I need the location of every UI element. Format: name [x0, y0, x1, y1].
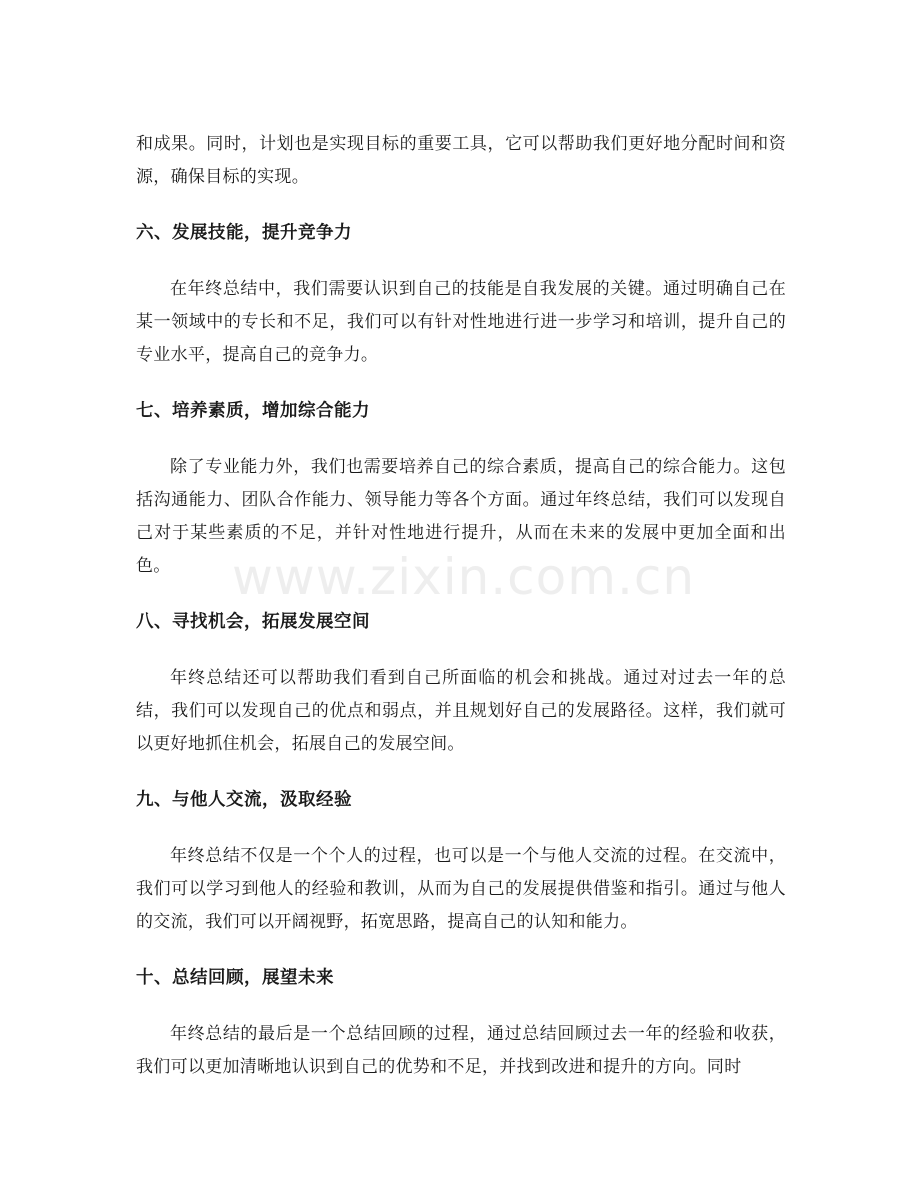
section-heading-9: 九、与他人交流，汲取经验 [136, 790, 352, 810]
section-paragraph-6: 在年终总结中，我们需要认识到自己的技能是自我发展的关键。通过明确自己在某一领域中的专长和不足，我们可以有针对性地进行进一步学习和培训，提升自己的专业水平，提高自己的竞争力。 [136, 279, 786, 365]
section-heading-6: 六、发展技能，提升竞争力 [136, 223, 352, 243]
section-heading-7: 七、培养素质，增加综合能力 [136, 401, 370, 421]
intro-paragraph-tail: 和成果。同时，计划也是实现目标的重要工具，它可以帮助我们更好地分配时间和资源，确保目标的实现。 [136, 134, 786, 187]
watermark: www.zixin.com.cn [232, 548, 696, 606]
section-heading-8: 八、寻找机会，拓展发展空间 [136, 612, 370, 632]
section-paragraph-7: 除了专业能力外，我们也需要培养自己的综合素质，提高自己的综合能力。这包括沟通能力、团队合作能力、领导能力等各个方面。通过年终总结，我们可以发现自己对于某些素质的不足，并针对性地进行提升，从而在未来的发展中更加全面和出色。 [136, 457, 786, 576]
section-paragraph-10: 年终总结的最后是一个总结回顾的过程，通过总结回顾过去一年的经验和收获，我们可以更加清晰地认识到自己的优势和不足，并找到改进和提升的方向。同时 [136, 1024, 786, 1077]
section-paragraph-9: 年终总结不仅是一个个人的过程，也可以是一个与他人交流的过程。在交流中，我们可以学习到他人的经验和教训，从而为自己的发展提供借鉴和指引。通过与他人的交流，我们可以开阔视野，拓宽思路，提高自己的认知和能力。 [136, 846, 786, 932]
document-body [136, 128, 786, 1084]
section-heading-10: 十、总结回顾，展望未来 [136, 968, 334, 988]
section-paragraph-8: 年终总结还可以帮助我们看到自己所面临的机会和挑战。通过对过去一年的总结，我们可以发现自己的优点和弱点，并且规划好自己的发展路径。这样，我们就可以更好地抓住机会，拓展自己的发展空间。 [136, 668, 786, 754]
